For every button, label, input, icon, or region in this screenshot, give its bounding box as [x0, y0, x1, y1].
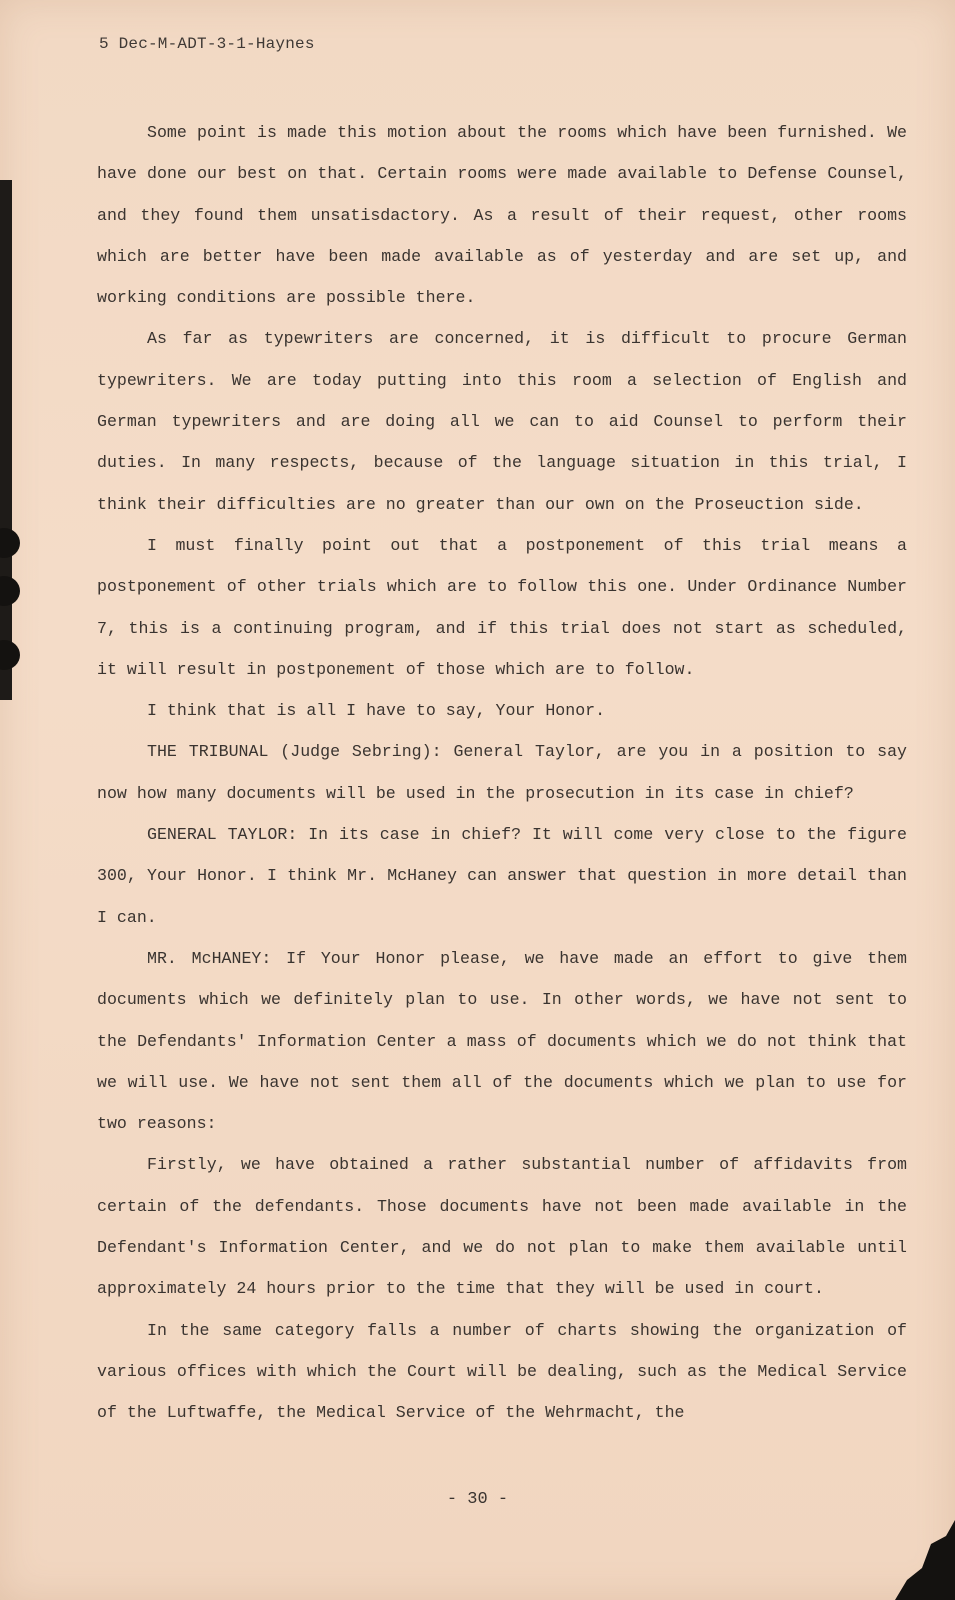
paragraph: Firstly, we have obtained a rather substantial number of affidavits from certain of the defendants. Those documents have not been made available in the Defendant's Information Center, and we do not plan to make them available until approximately 24 hours prior to the time that they will be used in court. — [97, 1155, 907, 1299]
document-body — [97, 112, 907, 1434]
paragraph: In the same category falls a number of charts showing the organization of various offices with which the Court will be dealing, such as the Medical Service of the Luftwaffe, the Medical Service of the Wehrmacht, the — [97, 1320, 907, 1423]
paragraph: THE TRIBUNAL (Judge Sebring): General Taylor, are you in a position to say now how many documents will be used in the prosecution in its case in chief? — [97, 742, 907, 803]
paragraph: MR. McHANEY: If Your Honor please, we have made an effort to give them documents which we definitely plan to use. In other words, we have not sent to the Defendants' Information Center a mass of documents which we do not think that we will use. We have not sent them all of the documents which we plan to use for two reasons: — [97, 948, 907, 1134]
paragraph: Some point is made this motion about the rooms which have been furnished. We have done our best on that. Certain rooms were made available to Defense Counsel, and they found them unsatisdactory. As a result of their request, other rooms which are better have been made available as of yesterday and are set up, and working conditions are possible there. — [97, 123, 907, 308]
paragraph: As far as typewriters are concerned, it is difficult to procure German typewriters. We are today putting into this room a selection of English and German typewriters and are doing all we can to aid Counsel to perform their duties. In many respects, because of the language situation in this trial, I think their difficulties are no greater than our own on the Proseuction side. — [97, 329, 907, 514]
paragraph: I think that is all I have to say, Your Honor. — [147, 701, 606, 721]
punch-hole — [0, 640, 20, 670]
paragraph: GENERAL TAYLOR: In its case in chief? It will come very close to the figure 300, Your Honor. I think Mr. McHaney can answer that question in more detail than I can. — [97, 825, 907, 927]
document-header: 5 Dec-M-ADT-3-1-Haynes — [99, 35, 315, 53]
page-number: - 30 - — [446, 1490, 509, 1509]
punch-hole — [0, 576, 20, 606]
page-left-edge — [0, 180, 12, 700]
punch-hole — [0, 528, 20, 558]
torn-corner — [895, 1520, 955, 1600]
paragraph: I must finally point out that a postponement of this trial means a postponement of other trials which are to follow this one. Under Ordinance Number 7, this is a continuing program, and if this trial does not start as scheduled, it will result in postponement of those which are to follow. — [97, 535, 907, 679]
